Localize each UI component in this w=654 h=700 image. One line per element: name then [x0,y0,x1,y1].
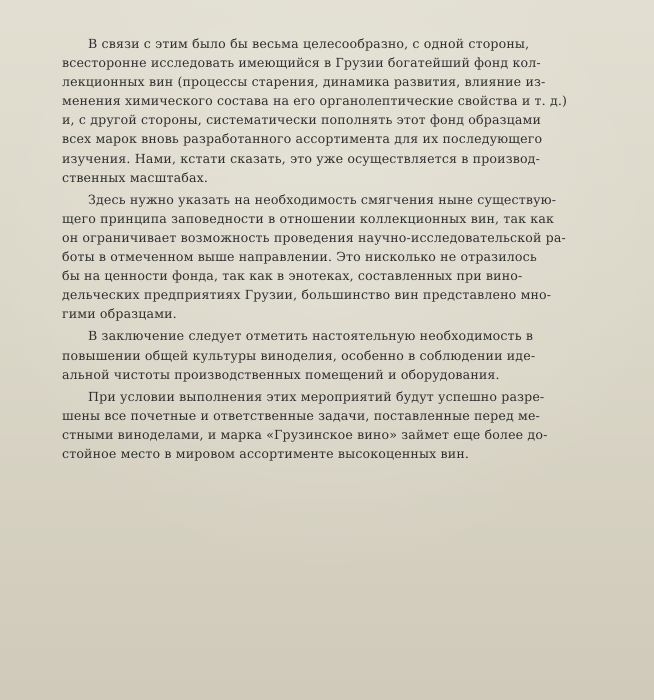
paragraph-2-line-5: бы на ценности фонда, так как в энотеках, составленных при вино- [62,268,523,284]
paragraph-1-line-5: и, с другой стороны, систематически пополнять этот фонд образцами [62,112,542,128]
paragraph-2-line-7: гими образцами. [62,306,177,322]
paragraph-4-line-4: стойное место в мировом ассортименте высокоценных вин. [62,445,470,461]
paragraph-1-line-1: В связи с этим было бы весьма целесообразно, с одной стороны, [88,36,530,51]
document-body [62,34,602,463]
paragraph-4-line-1: При условии выполнения этих мероприятий будут успешно разре- [88,388,545,404]
paragraph-2-line-3: он ограничивает возможность проведения научно-исследовательской ра- [62,229,566,245]
paragraph-1 [62,34,602,187]
paragraph-2-line-2: щего принципа заповедности в отношении коллекционных вин, так как [62,210,554,226]
paragraph-1-line-4: менения химического состава на его органолептические свойства и т. д.) [62,93,568,109]
paragraph-1-line-6: всех марок вновь разработанного ассортимента для их последующего [62,131,543,147]
paragraph-1-line-8: ственных масштабах. [62,169,209,185]
paragraph-3-line-3: альной чистоты производственных помещений и оборудования. [62,366,500,382]
paragraph-3-line-2: повышении общей культуры виноделия, особенно в соблюдении иде- [62,347,536,363]
paragraph-1-line-3: лекционных вин (процессы старения, динамика развития, влияние из- [62,74,546,90]
paragraph-4-line-2: шены все почетные и ответственные задачи, поставленные перед ме- [62,407,540,423]
paragraph-1-line-2: всесторонне исследовать имеющийся в Грузии богатейший фонд кол- [62,55,541,71]
paragraph-3-line-1: В заключение следует отметить настоятельную необходимость в [88,328,534,344]
paragraph-2-line-1: Здесь нужно указать на необходимость смягчения ныне существую- [88,191,557,207]
paragraph-2-line-6: дельческих предприятиях Грузии, большинство вин представлено мно- [62,287,552,303]
paragraph-1-line-7: изучения. Нами, кстати сказать, это уже осуществляется в производ- [62,150,540,166]
paragraph-4 [62,387,602,463]
paragraph-3 [62,326,602,383]
paragraph-2 [62,190,602,324]
paragraph-4-line-3: стными виноделами, и марка «Грузинское вино» займет еще более до- [62,426,548,442]
paragraph-2-line-4: боты в отмеченном выше направлении. Это нисколько не отразилось [62,249,537,265]
